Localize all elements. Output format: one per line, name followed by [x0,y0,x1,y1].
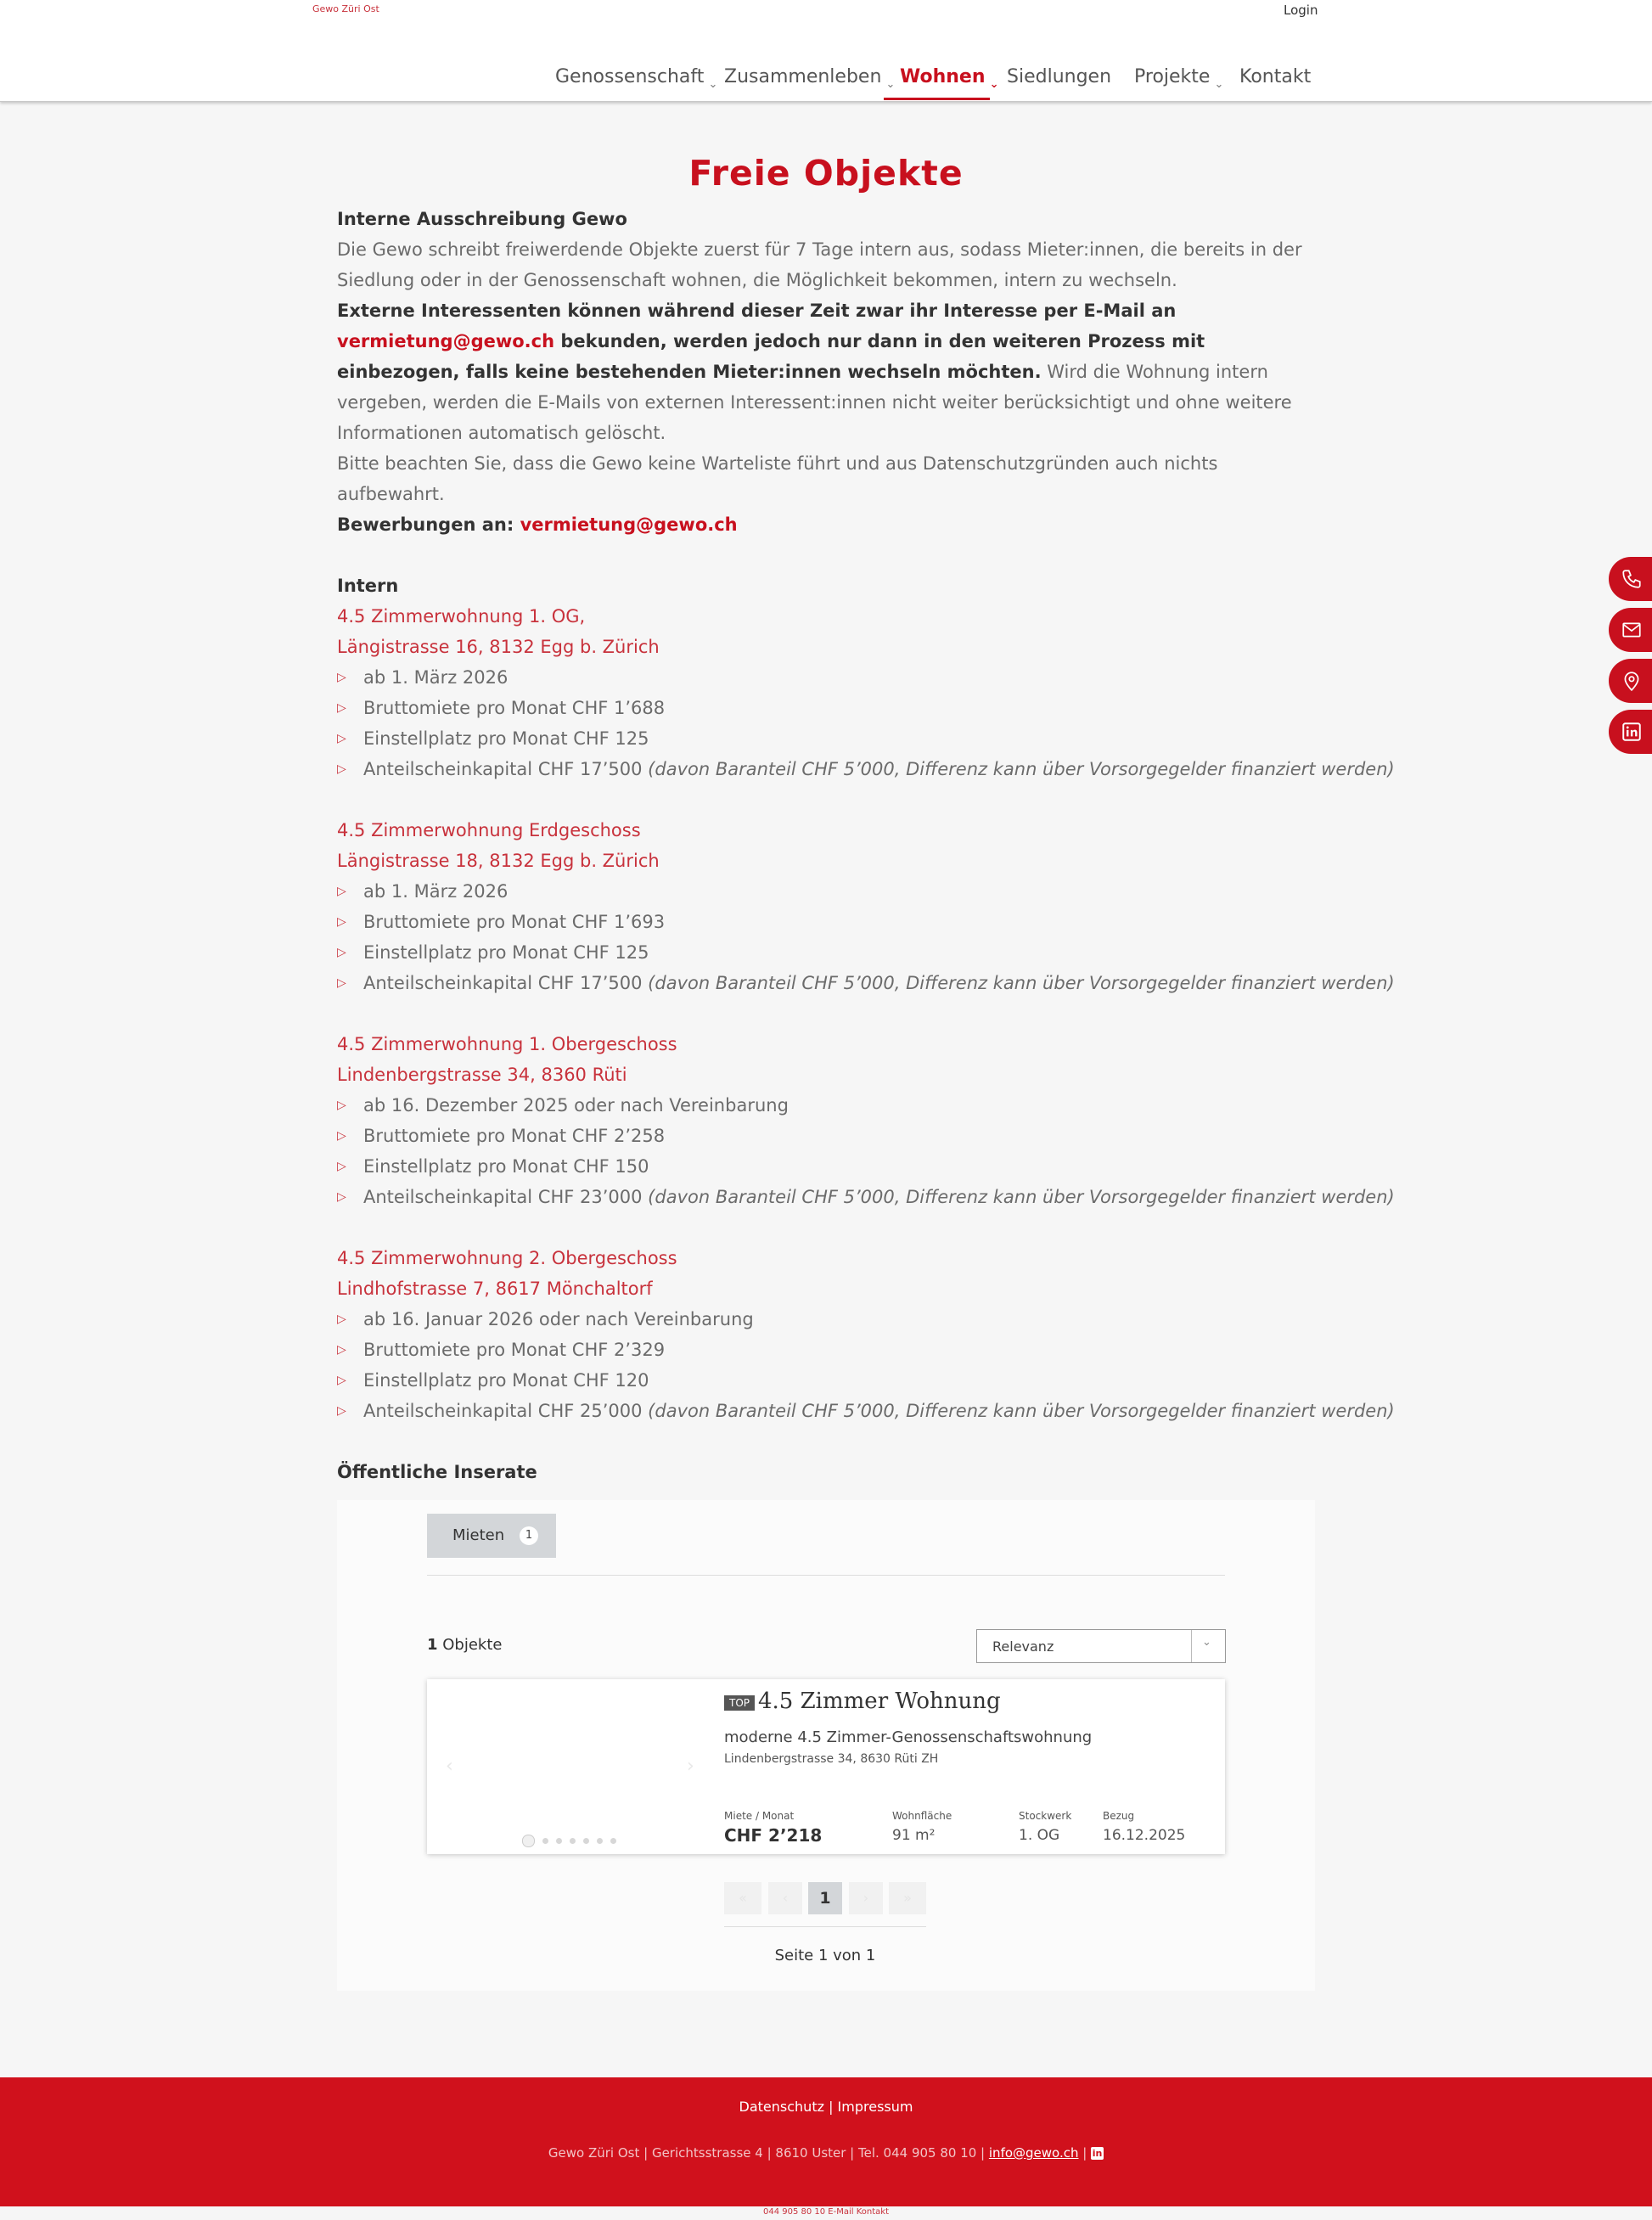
triangle-bullet-icon: ▷ [337,946,346,959]
chevron-down-icon: ⌄ [885,78,896,91]
triangle-bullet-icon: ▷ [337,1312,346,1326]
list-item: ▷ Anteilscheinkapital CHF 17’500 (davon Baranteil CHF 5’000, Differenz kann über Vorsorgegelder finanziert werden) [337,968,1315,998]
object-address: Lindhofstrasse 7, 8617 Mönchaltorf [337,1279,653,1299]
object-address: Längistrasse 16, 8132 Egg b. Zürich [337,637,660,657]
object-address: Lindenbergstrasse 34, 8360 Rüti [337,1065,627,1085]
object-entry [337,1029,1395,1212]
nav-wohnen[interactable]: Wohnen ⌄ [900,66,999,91]
pagination-last[interactable]: » [889,1882,926,1914]
bottom-contact-strip[interactable]: 044 905 80 10 E-Mail Kontakt [762,2207,890,2217]
pagination-first[interactable]: « [724,1882,761,1914]
carousel-dot[interactable] [522,1835,535,1847]
list-item: ▷ ab 1. März 2026 [337,876,1315,907]
object-entry [337,1243,1395,1426]
intro-external-paragraph: Externe Interessenten können während dieser Zeit zwar ihr Interesse per E-Mail an vermietung@gewo.ch bekunden, werden jedoch nur dann in den weiteren Prozess mit einbezogen, falls keine bestehenden Mieter:innen wechseln möchten. Wird die Wohnung intern vergeben, werden die E-Mails von externen Interessent:innen nicht weiter berücksichtigt und ohne weitere Informationen automatisch gelöscht. [337,301,1292,443]
listing-subtitle: moderne 4.5 Zimmer-Genossenschaftswohnung [724,1728,1093,1746]
listing-address: Lindenbergstrasse 34, 8630 Rüti ZH [724,1752,939,1766]
footer-info: Gewo Züri Ost | Gerichtsstrasse 4 | 8610 Uster | Tel. 044 905 80 10 | info@gewo.ch | in [548,2145,1103,2161]
object-title: 4.5 Zimmerwohnung Erdgeschoss [337,820,641,840]
result-count: 1 Objekte [427,1636,503,1654]
object-entry [337,601,1395,784]
triangle-bullet-icon: ▷ [337,976,346,990]
intro-paragraph: Die Gewo schreibt freiwerdende Objekte zuerst für 7 Tage intern aus, sodass Mieter:innen, die bereits in der Siedlung oder in der Genossenschaft wohnen, die Möglichkeit bekommen, intern zu wechseln. [337,239,1302,290]
email-link[interactable]: vermietung@gewo.ch [337,331,555,351]
triangle-bullet-icon: ▷ [337,915,346,929]
login-link[interactable]: Login [1284,3,1318,18]
triangle-bullet-icon: ▷ [337,1129,346,1143]
privacy-note: Bitte beachten Sie, dass die Gewo keine Warteliste führt und aus Datenschutzgründen auch nichts aufbewahrt. [337,453,1218,504]
nav-active-indicator [884,98,990,100]
site-header [0,0,1652,102]
list-item: ▷ Einstellplatz pro Monat CHF 150 [337,1151,1315,1182]
footer-links: Datenschutz | Impressum [739,2099,913,2115]
divider [724,1926,926,1927]
carousel-prev-icon[interactable]: ‹ [446,1756,453,1777]
list-item: ▷ Einstellplatz pro Monat CHF 125 [337,723,1315,754]
apply-email-link[interactable]: vermietung@gewo.ch [520,514,738,535]
nav-kontakt[interactable]: Kontakt [1239,66,1312,87]
list-item: ▷ Bruttomiete pro Monat CHF 2’329 [337,1335,1315,1365]
carousel-dot[interactable] [542,1838,548,1844]
nav-projekte[interactable]: Projekte ⌄ [1134,66,1224,91]
nav-siedlungen[interactable]: Siedlungen [1007,66,1112,87]
pagination-prev[interactable]: ‹ [768,1882,802,1914]
nav-zusammenleben[interactable]: Zusammenleben ⌄ [724,66,896,91]
apply-line: Bewerbungen an: vermietung@gewo.ch [337,514,738,535]
list-item: ▷ ab 16. Dezember 2025 oder nach Vereinbarung [337,1090,1315,1121]
carousel-dot[interactable] [556,1838,562,1844]
privacy-link[interactable]: Datenschutz [739,2099,824,2115]
phone-icon [1621,568,1643,590]
triangle-bullet-icon: ▷ [337,732,346,745]
triangle-bullet-icon: ▷ [337,1190,346,1204]
triangle-bullet-icon: ▷ [337,671,346,684]
triangle-bullet-icon: ▷ [337,1099,346,1112]
fact-floor: Stockwerk 1. OG [1019,1810,1072,1844]
fact-area: Wohnfläche 91 m² [892,1810,952,1844]
intern-heading: Intern [337,576,399,596]
object-title: 4.5 Zimmerwohnung 1. Obergeschoss [337,1034,677,1054]
list-item: ▷ Anteilscheinkapital CHF 25’000 (davon Baranteil CHF 5’000, Differenz kann über Vorsorgegelder finanziert werden) [337,1396,1315,1426]
carousel-next-icon[interactable]: › [687,1756,694,1777]
list-item: ▷ Bruttomiete pro Monat CHF 1’693 [337,907,1315,937]
location-button[interactable] [1609,659,1652,703]
triangle-bullet-icon: ▷ [337,1160,346,1173]
listing-title[interactable]: 4.5 Zimmer Wohnung [758,1689,1001,1714]
object-address: Längistrasse 18, 8132 Egg b. Zürich [337,851,660,871]
list-item: ▷ ab 1. März 2026 [337,662,1315,693]
chevron-down-icon: ⌄ [1202,1636,1211,1649]
list-item: ▷ Anteilscheinkapital CHF 23’000 (davon Baranteil CHF 5’000, Differenz kann über Vorsorgegelder finanziert werden) [337,1182,1315,1212]
carousel-dot[interactable] [570,1838,576,1844]
phone-button[interactable] [1609,557,1652,601]
linkedin-button[interactable] [1609,710,1652,754]
carousel-dots[interactable] [522,1832,624,1848]
page-title: Freie Objekte [688,153,964,194]
list-item: ▷ Bruttomiete pro Monat CHF 2’258 [337,1121,1315,1151]
pagination-current[interactable]: 1 [808,1882,842,1914]
chevron-down-icon: ⌄ [708,78,718,91]
list-item: ▷ Anteilscheinkapital CHF 17’500 (davon Baranteil CHF 5’000, Differenz kann über Vorsorgegelder finanziert werden) [337,754,1315,784]
object-title: 4.5 Zimmerwohnung 1. OG, [337,606,586,627]
triangle-bullet-icon: ▷ [337,885,346,898]
mail-icon [1621,619,1643,641]
top-badge: TOP [724,1695,755,1711]
mail-button[interactable] [1609,608,1652,652]
chevron-down-icon: ⌄ [1214,78,1224,91]
page-info: Seite 1 von 1 [774,1947,876,1964]
listings-widget [337,1500,1315,1991]
object-title: 4.5 Zimmerwohnung 2. Obergeschoss [337,1248,677,1268]
site-logo[interactable]: Gewo Züri Ost [312,3,379,14]
sort-select[interactable]: Relevanz ⌄ [976,1629,1226,1663]
footer-email-link[interactable]: info@gewo.ch [988,2145,1079,2161]
intro-heading: Interne Ausschreibung Gewo [337,209,627,229]
divider [427,1575,1225,1576]
location-icon [1621,670,1643,692]
pagination-next[interactable]: › [849,1882,883,1914]
listing-card[interactable] [427,1679,1225,1854]
count-badge: 1 [520,1526,538,1545]
carousel-dot[interactable] [583,1838,589,1844]
main-content [337,136,1395,1487]
triangle-bullet-icon: ▷ [337,1374,346,1387]
list-item: ▷ Einstellplatz pro Monat CHF 125 [337,937,1315,968]
carousel-dot[interactable] [597,1838,603,1844]
linkedin-icon[interactable]: in [1092,2148,1103,2159]
tab-mieten[interactable]: Mieten 1 [427,1514,556,1558]
triangle-bullet-icon: ▷ [337,1404,346,1418]
linkedin-icon [1621,721,1643,743]
triangle-bullet-icon: ▷ [337,701,346,715]
list-item: ▷ Einstellplatz pro Monat CHF 120 [337,1365,1315,1396]
carousel-dot[interactable] [610,1838,616,1844]
list-item: ▷ Bruttomiete pro Monat CHF 1’688 [337,693,1315,723]
list-item: ▷ ab 16. Januar 2026 oder nach Vereinbarung [337,1304,1315,1335]
imprint-link[interactable]: Impressum [837,2099,913,2115]
fact-rent: Miete / Monat CHF 2’218 [724,1810,823,1846]
triangle-bullet-icon: ▷ [337,762,346,776]
public-listings-heading: Öffentliche Inserate [337,1462,537,1482]
triangle-bullet-icon: ▷ [337,1343,346,1357]
chevron-down-icon: ⌄ [989,78,999,91]
nav-genossenschaft[interactable]: Genossenschaft ⌄ [555,66,718,91]
fact-move-in: Bezug 16.12.2025 [1103,1810,1186,1844]
object-entry [337,815,1395,998]
site-footer [0,2077,1652,2206]
